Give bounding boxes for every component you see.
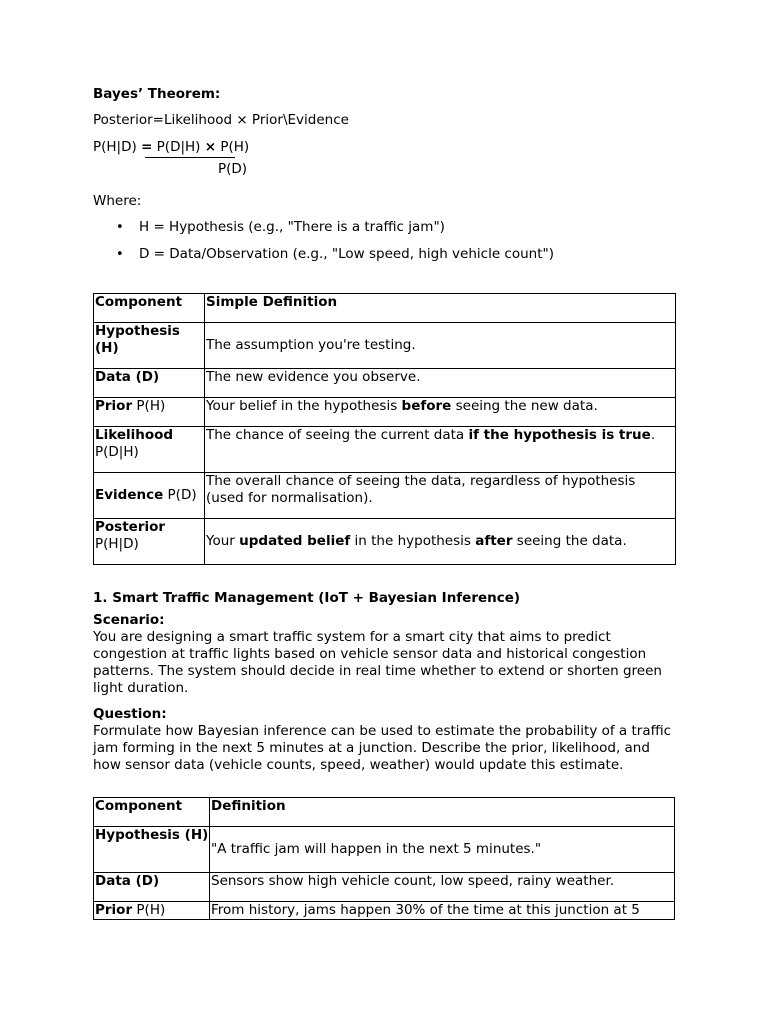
scenario-label: Scenario: [93,612,165,628]
list-item: • D = Data/Observation (e.g., "Low speed, high vehicle count") [116,246,554,262]
section-heading: 1. Smart Traffic Management (IoT + Bayesian Inference) [93,590,521,606]
bayes-fraction [93,139,675,193]
fraction-denominator: P(D) [218,161,248,177]
bullet-icon: • [116,247,124,262]
list-item: • H = Hypothesis (e.g., "There is a traffic jam") [116,219,445,235]
bullet-icon: • [116,220,124,235]
table-row [94,519,676,565]
component-cell: Evidence P(D) [94,473,205,519]
header-cell: Simple Definition [205,294,676,323]
numerator-left: P(H|D) [93,139,142,155]
component-cell: Data (D) [94,369,205,398]
component-cell: Data (D) [94,873,210,902]
definition-cell: The chance of seeing the current data if the hypothesis is true. [205,427,676,473]
header-cell: Component [94,798,210,827]
header-cell: Component [94,294,205,323]
definition-cell: Sensors show high vehicle count, low speed, rainy weather. [210,873,675,902]
question-text: Formulate how Bayesian inference can be used to estimate the probability of a traffic jam forming in the next 5 minutes at a junction. Describe the prior, likelihood, and how sensor data (vehicle counts, speed, weather) would update this estimate. [93,723,672,773]
component-cell: Hypothesis (H) [94,827,210,873]
table-row [94,369,676,398]
table-row [94,398,676,427]
fraction-numerator [93,139,249,156]
bullet-list [93,219,675,273]
component-cell: Likelihood P(D|H) [94,427,205,473]
numerator-right: P(D|H) [152,139,205,155]
definition-cell: Your updated belief in the hypothesis after seeing the data. [205,519,676,565]
table-header-row [94,798,675,827]
scenario-text: You are designing a smart traffic system for a smart city that aims to predict congestion at traffic lights based on vehicle sensor data and historical congestion patterns. The system should decide in real time whether to extend or shorten green light duration. [93,629,662,696]
fraction-bar [145,157,235,158]
table-header-row [94,294,676,323]
definition-cell: The assumption you're testing. [205,323,676,369]
definition-cell: From history, jams happen 30% of the time at this junction at 5 [210,902,675,920]
equals-sign: = [141,139,153,155]
formula-line: Posterior=Likelihood × Prior\Evidence [93,112,349,128]
times-sign: × [204,139,217,155]
bayes-title: Bayes’ Theorem: [93,86,221,102]
definition-cell: The new evidence you observe. [205,369,676,398]
definition-cell: The overall chance of seeing the data, regardless of hypothesis (used for normalisation). [205,473,676,519]
table-row [94,473,676,519]
component-cell: Posterior P(H|D) [94,519,205,565]
definitions-table [93,293,676,565]
definition-cell: Your belief in the hypothesis before seeing the new data. [205,398,676,427]
table-row [94,323,676,369]
table-row [94,873,675,902]
table-row [94,827,675,873]
table-row [94,427,676,473]
document-page [93,86,675,920]
where-label: Where: [93,193,142,209]
component-cell: Prior P(H) [94,398,205,427]
component-cell: Prior P(H) [94,902,210,920]
component-cell: Hypothesis (H) [94,323,205,369]
header-cell: Definition [210,798,675,827]
table-row [94,902,675,920]
question-label: Question: [93,706,167,722]
numerator-end: P(H) [216,139,250,155]
traffic-table [93,797,675,920]
definition-cell: "A traffic jam will happen in the next 5 minutes." [210,827,675,873]
